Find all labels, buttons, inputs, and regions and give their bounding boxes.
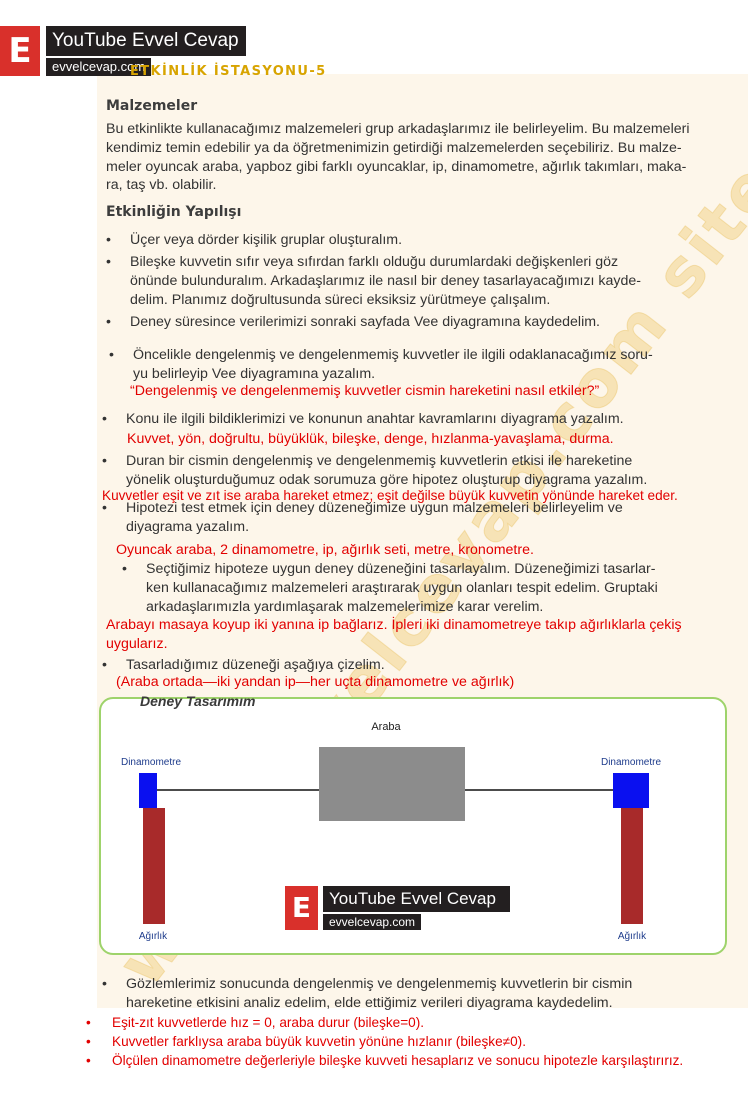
left-dynamometre <box>139 773 157 808</box>
inner-brand-banner <box>285 886 510 930</box>
right-weight <box>621 808 643 924</box>
car-block <box>319 747 465 821</box>
heading-yapilis: Etkinliğin Yapılışı <box>106 204 242 220</box>
inner-brand-title: YouTube Evvel Cevap <box>323 886 510 912</box>
text-line: önünde bulunduralım. Arkadaşlarımız ile nasıl bir deney tasarlayacağımızı kayde- <box>130 273 642 289</box>
answer-focus-question: “Dengelenmiş ve dengelenmemiş kuvvetler cismin hareketini nasıl etkiler?” <box>130 383 600 399</box>
text-line: kendimiz temin edebilir ya da öğretmenimizin getirdiği malzemelerden seçebiliriz. Bu malze- <box>106 139 682 156</box>
bullet-icon: • <box>86 1015 91 1030</box>
brand-logo-icon: E <box>0 26 40 76</box>
text-line: Gözlemlerimiz sonucunda dengelenmiş ve dengelenmemiş kuvvetlerin bir cismin <box>126 976 633 992</box>
inner-brand-logo-icon: E <box>285 886 318 930</box>
brand-title: YouTube Evvel Cevap <box>46 26 246 56</box>
list-item <box>102 499 722 539</box>
experiment-design-title: Deney Tasarımım <box>140 693 256 709</box>
text-line: Tasarladığımız düzeneği aşağıya çizelim. <box>126 657 385 673</box>
heading-malzemeler: Malzemeler <box>106 98 198 114</box>
text-line: Bu etkinlikte kullanacağımız malzemeleri grup arkadaşlarımız ile belirleyelim. Bu malzemeleri <box>106 121 690 137</box>
bullet-icon: • <box>102 657 107 673</box>
list-item <box>102 975 722 1015</box>
text-line: Seçtiğimiz hipoteze uygun deney düzeneğini tasarlayalım. Düzeneğimizi tasarlar- <box>146 561 656 577</box>
text-line: Öncelikle dengelenmiş ve dengelenmemiş kuvvetler ile ilgili odaklanacağımız soru- <box>133 347 653 363</box>
bullet-icon: • <box>109 347 114 363</box>
list-item-text <box>126 452 647 490</box>
answer-analysis <box>86 1013 746 1070</box>
answer-text: Ölçülen dinamometre değerleriyle bileşke kuvveti hesaplarız ve sonucu hipotezle karşılaştırırız. <box>112 1053 684 1068</box>
malzemeler-text <box>106 120 726 195</box>
bullet-icon: • <box>122 561 127 577</box>
car-label: Araba <box>371 721 401 733</box>
bullet-icon: • <box>102 453 107 469</box>
left-dynamometre-label: Dinamometre <box>120 757 182 768</box>
text-line: yönelik oluşturduğumuz odak sorumuza göre hipotez oluşturup diyagrama yazalım. <box>126 472 648 488</box>
inner-brand-url[interactable]: evvelcevap.com <box>323 914 421 930</box>
answer-hypothesis: Kuvvetler eşit ve zıt ise araba hareket etmez; eşit değilse büyük kuvvetin yönünde hareket eder. <box>102 488 678 503</box>
answer-concepts: Kuvvet, yön, doğrultu, büyüklük, bileşke, denge, hızlanma-yavaşlama, durma. <box>127 431 614 447</box>
answer-setup <box>106 616 726 654</box>
text-line: Duran bir cismin dengelenmiş ve dengelenmemiş kuvvetlerin etkisi ile hareketine <box>126 453 633 469</box>
text-line: Arabayı masaya koyup iki yanına ip bağlarız. İpleri iki dinamometreye takıp ağırlıklarla çekiş <box>106 617 682 633</box>
section-tab: ETKİNLİK İSTASYONU-5 <box>130 64 327 79</box>
text-line: Konu ile ilgili bildiklerimizi ve konunun anahtar kavramlarını diyagrama yazalım. <box>126 411 624 427</box>
text-line: Üçer veya dörder kişilik gruplar oluşturalım. <box>130 232 403 248</box>
answer-materials: Oyuncak araba, 2 dinamometre, ip, ağırlık seti, metre, kronometre. <box>116 542 534 558</box>
answer-text: Kuvvetler farklıysa araba büyük kuvvetin yönüne hızlanır (bileşke≠0). <box>112 1034 526 1049</box>
list-item-text <box>126 499 623 537</box>
bullet-icon: • <box>86 1034 91 1049</box>
right-weight-label: Ağırlık <box>617 931 647 942</box>
bullet-icon: • <box>102 411 107 427</box>
text-line: delim. Planımız doğrultusunda süreci eksiksiz yürütmeye çalışalım. <box>130 292 551 308</box>
bullet-icon: • <box>102 976 107 992</box>
text-line: ra, taş vb. olabilir. <box>106 177 217 194</box>
list-item <box>106 253 716 313</box>
text-line: meler oyuncak araba, yapboz gibi farklı oyuncaklar, ip, dinamometre, ağırlık takımları, maka- <box>106 158 687 175</box>
list-item <box>109 346 719 386</box>
text-line: hareketine etkisini analiz edelim, elde ettiğimiz verileri diyagrama kaydedelim. <box>126 995 613 1011</box>
answer-text: Eşit-zıt kuvvetlerde hız = 0, araba durur (bileşke=0). <box>112 1015 425 1030</box>
bullet-icon: • <box>102 500 107 516</box>
list-item-text <box>146 560 658 617</box>
bullet-icon: • <box>86 1053 91 1068</box>
left-weight <box>143 808 165 924</box>
text-line: Deney süresince verilerimizi sonraki sayfada Vee diyagramına kaydedelim. <box>130 314 600 330</box>
list-item-text <box>133 346 653 384</box>
list-item <box>122 560 732 620</box>
text-line: arkadaşlarımızla yardımlaşarak malzemelerimize karar verelim. <box>146 599 544 615</box>
text-line: yu belirleyip Vee diyagramına yazalım. <box>133 366 376 382</box>
list-item-text <box>130 253 641 310</box>
left-weight-label: Ağırlık <box>138 931 168 942</box>
text-line: uygularız. <box>106 636 168 652</box>
brand-url[interactable]: evvelcevap.com <box>46 58 151 76</box>
list-item-text <box>126 975 632 1013</box>
answer-line <box>86 1032 746 1051</box>
answer-drawing-note: (Araba ortada—iki yandan ip—her uçta dinamometre ve ağırlık) <box>116 674 515 690</box>
answer-line <box>86 1051 746 1070</box>
bullet-icon: • <box>106 254 111 270</box>
text-line: Bileşke kuvvetin sıfır veya sıfırdan farklı olduğu durumlardaki değişkenleri göz <box>130 254 619 270</box>
bullet-icon: • <box>106 314 111 330</box>
right-dynamometre-label: Dinamometre <box>600 757 662 768</box>
bullet-icon: • <box>106 232 111 248</box>
right-dynamometre <box>613 773 649 808</box>
answer-line <box>86 1013 746 1032</box>
text-line: Hipotezi test etmek için deney düzeneğimize uygun malzemeleri belirleyelim ve <box>126 500 623 516</box>
text-line: diyagrama yazalım. <box>126 519 250 535</box>
text-line: ken kullanacağımız malzemeleri araştırarak uygun olanları tespit edelim. Gruptaki <box>146 580 658 596</box>
